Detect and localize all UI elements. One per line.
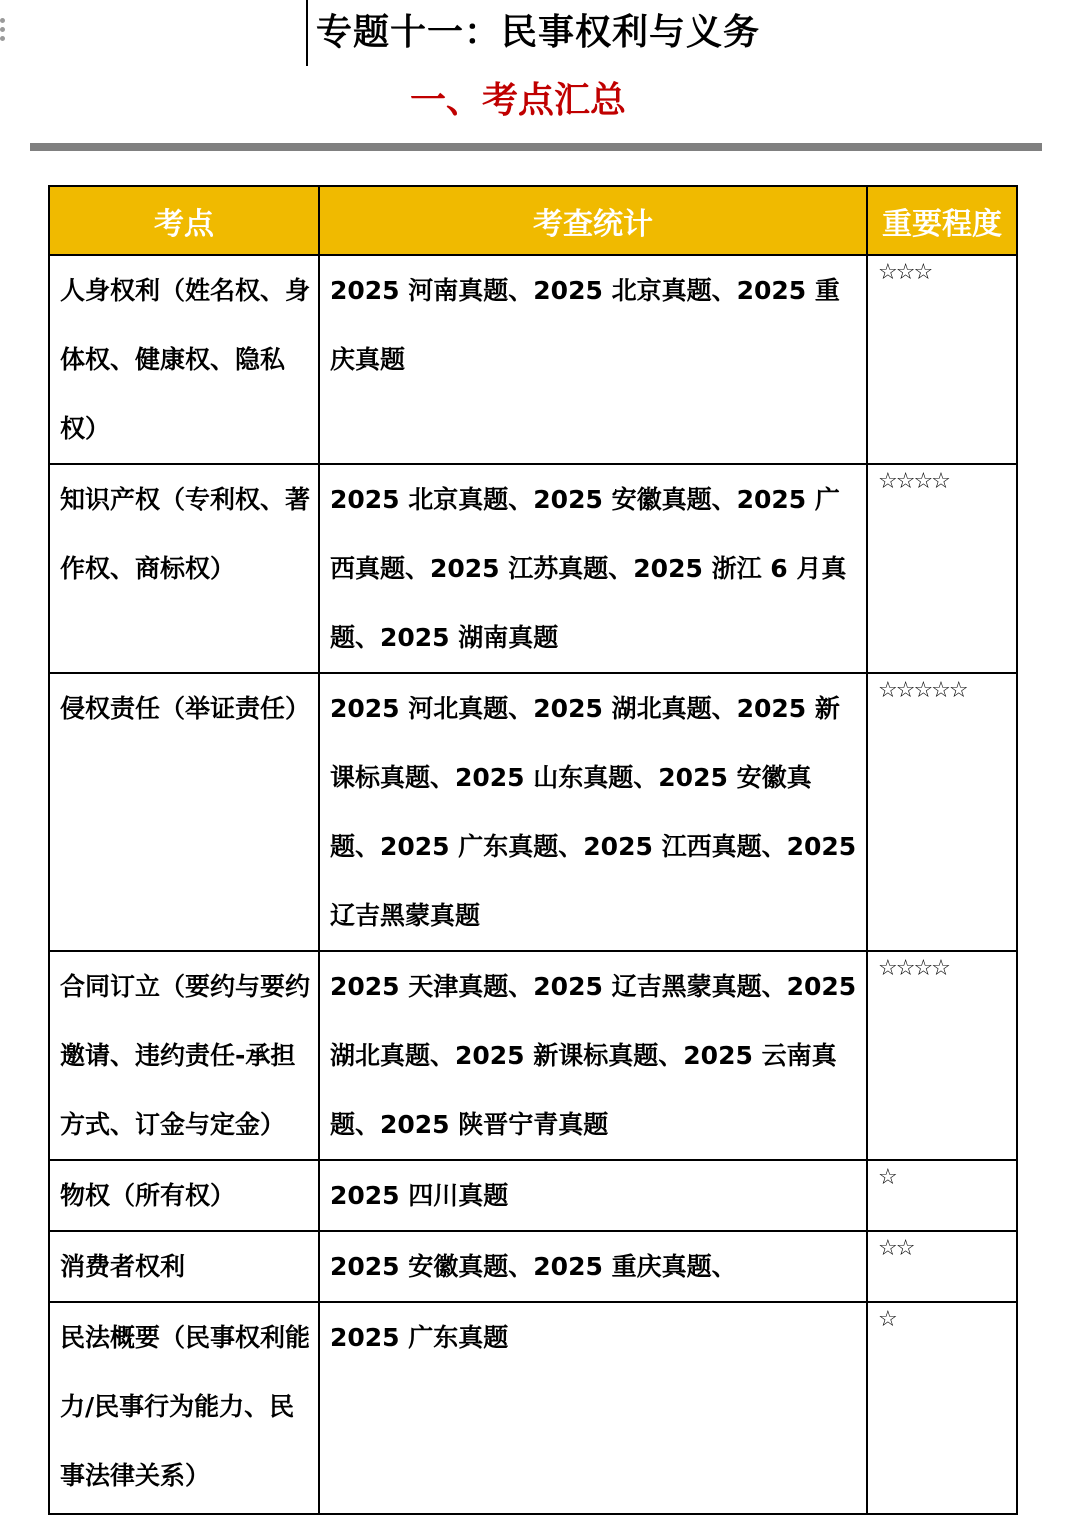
importance-stars: ☆☆☆☆ (867, 951, 1017, 1160)
importance-stars: ☆ (867, 1302, 1017, 1514)
stats-cell: 2025 广东真题 (319, 1302, 867, 1514)
topic-cell: 消费者权利 (49, 1231, 319, 1302)
stats-cell: 2025 四川真题 (319, 1160, 867, 1231)
table-row (49, 1160, 1017, 1231)
topic-cell: 知识产权（专利权、著作权、商标权） (49, 464, 319, 673)
importance-stars: ☆ (867, 1160, 1017, 1231)
table-row (49, 673, 1017, 951)
topic-cell: 物权（所有权） (49, 1160, 319, 1231)
stats-cell: 2025 河北真题、2025 湖北真题、2025 新课标真题、2025 山东真题、2025 安徽真题、2025 广东真题、2025 江西真题、2025 辽吉黑蒙真题 (319, 673, 867, 951)
text-cursor (306, 0, 308, 66)
exam-points-table (48, 185, 1018, 1515)
table-row (49, 255, 1017, 464)
horizontal-divider (30, 143, 1042, 151)
topic-cell: 人身权利（姓名权、身体权、健康权、隐私权） (49, 255, 319, 464)
table-row (49, 1302, 1017, 1514)
column-header-importance: 重要程度 (867, 186, 1017, 255)
table-row (49, 464, 1017, 673)
topic-cell: 合同订立（要约与要约邀请、违约责任-承担方式、订金与定金） (49, 951, 319, 1160)
section-heading: 一、考点汇总 (409, 80, 626, 121)
table-header-row (49, 186, 1017, 255)
importance-stars: ☆☆☆☆☆ (867, 673, 1017, 951)
column-header-topic: 考点 (49, 186, 319, 255)
stats-cell: 2025 北京真题、2025 安徽真题、2025 广西真题、2025 江苏真题、2025 浙江 6 月真题、2025 湖南真题 (319, 464, 867, 673)
table-row (49, 951, 1017, 1160)
document-title: 专题十一：民事权利与义务 (315, 12, 760, 53)
importance-stars: ☆☆ (867, 1231, 1017, 1302)
topic-cell: 侵权责任（举证责任） (49, 673, 319, 951)
stats-cell: 2025 安徽真题、2025 重庆真题、 (319, 1231, 867, 1302)
stats-cell: 2025 天津真题、2025 辽吉黑蒙真题、2025 湖北真题、2025 新课标真题、2025 云南真题、2025 陕晋宁青真题 (319, 951, 867, 1160)
column-header-stats: 考查统计 (319, 186, 867, 255)
importance-stars: ☆☆☆☆ (867, 464, 1017, 673)
table-row (49, 1231, 1017, 1302)
topic-cell: 民法概要（民事权利能力/民事行为能力、民事法律关系） (49, 1302, 319, 1514)
importance-stars: ☆☆☆ (867, 255, 1017, 464)
stats-cell: 2025 河南真题、2025 北京真题、2025 重庆真题 (319, 255, 867, 464)
